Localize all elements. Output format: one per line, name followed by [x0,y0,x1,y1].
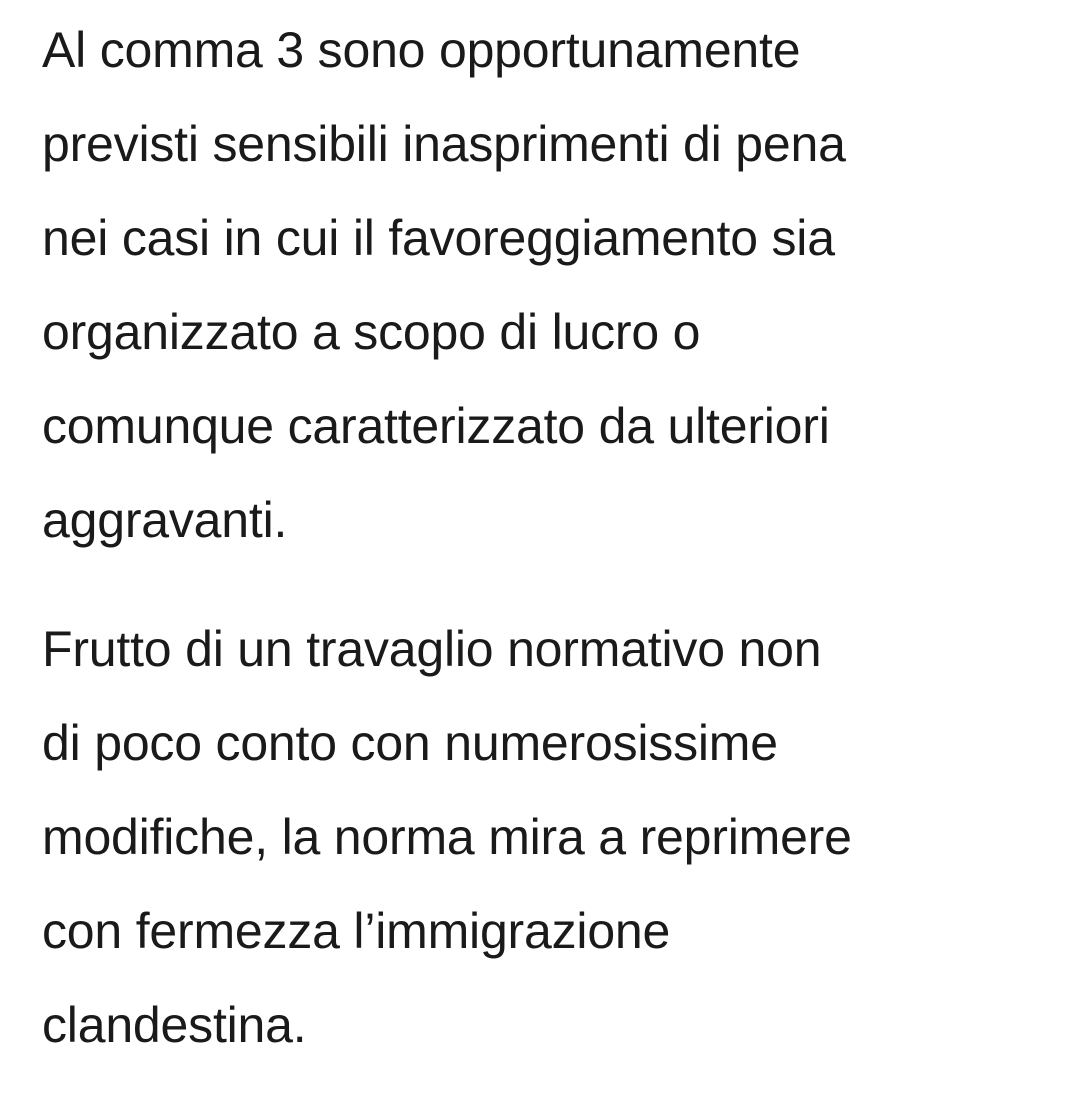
paragraph-line: previsti sensibili inasprimenti di pena [42,116,846,172]
paragraph-line: Al comma 3 sono opportunamente [42,22,801,78]
paragraph-line: di poco conto con numerosissime [42,715,778,771]
paragraph-aggravating-circumstances [42,3,846,567]
paragraph-line: comunque caratterizzato da ulteriori [42,398,830,454]
paragraph-line: modifiche, la norma mira a reprimere [42,809,852,865]
paragraph-line: Frutto di un travaglio normativo non [42,621,822,677]
paragraph-line: clandestina. [42,997,307,1053]
paragraph-line: organizzato a scopo di lucro o [42,304,701,360]
paragraph-line: con fermezza l’immigrazione [42,903,671,959]
paragraph-line: aggravanti. [42,492,288,548]
paragraph-norm-purpose [42,602,852,1072]
paragraph-line: nei casi in cui il favoreggiamento sia [42,210,835,266]
